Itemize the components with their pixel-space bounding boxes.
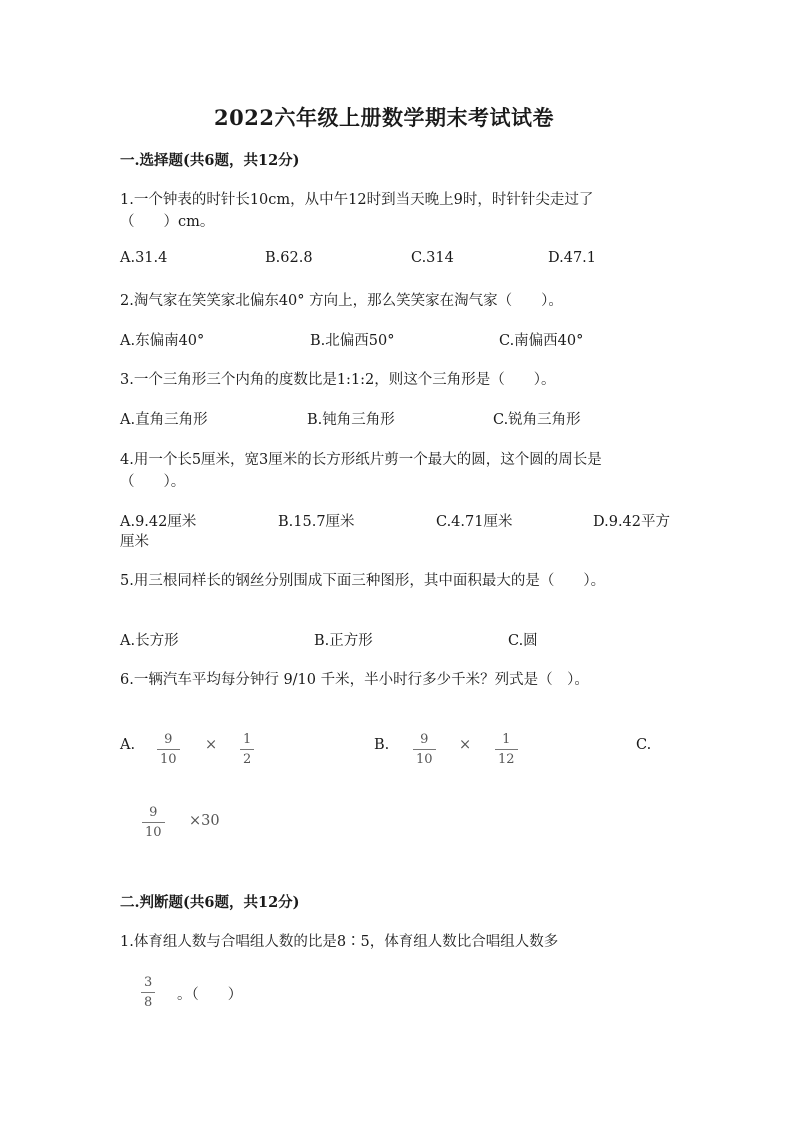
q1-option-c: C.314 — [411, 250, 454, 266]
q3-option-a: A.直角三角形 — [120, 412, 208, 428]
q6-b-f2-numerator: 1 — [502, 732, 511, 747]
q6-a-fraction-2 — [240, 732, 254, 767]
q6-a-fraction-1 — [157, 732, 180, 767]
q4-option-d-wrap: 厘米 — [120, 534, 149, 550]
q6-c-denominator: 10 — [145, 825, 162, 840]
fraction-bar — [141, 992, 155, 993]
judgment-q1-numerator: 3 — [144, 975, 153, 990]
fraction-bar — [240, 749, 254, 750]
q6-b-times: × — [459, 737, 472, 753]
judgment-q1-denominator: 8 — [144, 995, 153, 1010]
q5-option-c: C.圆 — [508, 633, 538, 649]
q6-b-fraction-1 — [413, 732, 436, 767]
fraction-bar — [495, 749, 518, 750]
question-2: 2.淘气家在笑笑家北偏东40° 方向上，那么笑笑家在淘气家（ ）。 — [120, 293, 563, 309]
q6-b-f1-denominator: 10 — [416, 752, 433, 767]
q5-option-a: A.长方形 — [120, 633, 179, 649]
fraction-bar — [413, 749, 436, 750]
q6-c-fraction — [142, 805, 165, 840]
q4-option-c: C.4.71厘米 — [436, 514, 513, 530]
q6-a-f2-denominator: 2 — [243, 752, 252, 767]
q6-option-c-label: C. — [636, 737, 652, 753]
q2-option-b: B.北偏西50° — [310, 333, 395, 349]
question-5: 5.用三根同样长的钢丝分别围成下面三种图形，其中面积最大的是（ ）。 — [120, 573, 606, 589]
q6-b-f2-denominator: 12 — [498, 752, 515, 767]
question-4-line1: 4.用一个长5厘米，宽3厘米的长方形纸片剪一个最大的圆，这个圆的周长是 — [120, 452, 602, 468]
q6-option-a-label: A. — [120, 737, 136, 753]
question-6: 6.一辆汽车平均每分钟行 9/10 千米，半小时行多少千米？列式是（ ）。 — [120, 672, 589, 688]
q4-option-a: A.9.42厘米 — [120, 514, 197, 530]
q1-option-d: D.47.1 — [548, 250, 597, 266]
fraction-bar — [142, 822, 165, 823]
q6-b-f1-numerator: 9 — [420, 732, 429, 747]
fraction-bar — [157, 749, 180, 750]
judgment-q1-fraction — [141, 975, 155, 1010]
q4-option-d: D.9.42平方 — [593, 514, 671, 530]
q6-a-f1-numerator: 9 — [164, 732, 173, 747]
q6-c-times-30: ×30 — [189, 813, 220, 829]
q2-option-c: C.南偏西40° — [499, 333, 584, 349]
q3-option-b: B.钝角三角形 — [307, 412, 395, 428]
q4-option-b: B.15.7厘米 — [278, 514, 355, 530]
page-title: 2022六年级上册数学期末考试试卷 — [214, 105, 554, 130]
question-4-line2: （ ）。 — [120, 474, 186, 490]
judgment-question-1: 1.体育组人数与合唱组人数的比是8∶5，体育组人数比合唱组人数多 — [120, 934, 559, 950]
q5-option-b: B.正方形 — [314, 633, 373, 649]
q3-option-c: C.锐角三角形 — [493, 412, 581, 428]
q6-a-times: × — [205, 737, 218, 753]
q1-option-a: A.31.4 — [120, 250, 168, 266]
judgment-q1-answer-blank: 。（ ） — [177, 987, 243, 1003]
q6-b-fraction-2 — [495, 732, 518, 767]
q6-c-numerator: 9 — [149, 805, 158, 820]
section-heading-choice: 一.选择题(共6题，共12分) — [120, 152, 300, 169]
q1-option-b: B.62.8 — [265, 250, 313, 266]
q6-a-f1-denominator: 10 — [160, 752, 177, 767]
question-1-line1: 1.一个钟表的时针长10cm，从中午12时到当天晚上9时，时针针尖走过了 — [120, 192, 594, 208]
q2-option-a: A.东偏南40° — [120, 333, 205, 349]
q6-option-b-label: B. — [374, 737, 390, 753]
question-1-line2: （ ）cm。 — [120, 214, 215, 230]
question-3: 3.一个三角形三个内角的度数比是1:1:2，则这个三角形是（ ）。 — [120, 372, 556, 388]
section-heading-judgment: 二.判断题(共6题，共12分) — [120, 894, 300, 911]
q6-a-f2-numerator: 1 — [243, 732, 252, 747]
